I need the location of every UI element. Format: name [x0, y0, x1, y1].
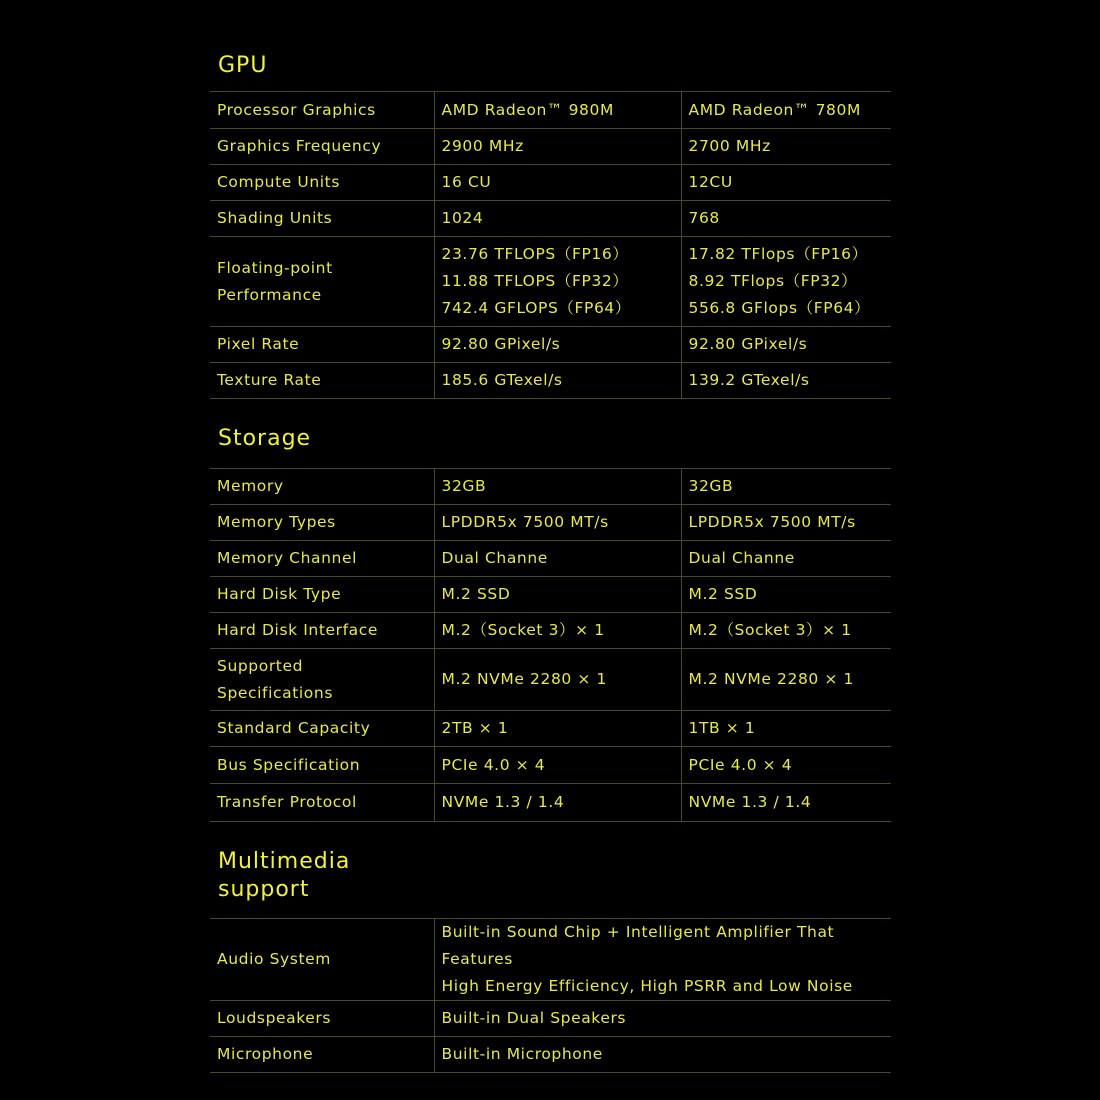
table-row: [210, 237, 891, 327]
storage-spec-table: [210, 468, 891, 822]
spec-value: 2700 MHz: [681, 129, 891, 165]
spec-value: Built-in Dual Speakers: [434, 1001, 891, 1037]
spec-value: AMD Radeon™ 980M: [434, 92, 681, 129]
spec-value: Dual Channe: [434, 541, 681, 577]
table-row: [210, 92, 891, 129]
spec-label: Compute Units: [210, 165, 434, 201]
spec-value: M.2 NVMe 2280 × 1: [681, 649, 891, 711]
spec-label: Memory: [210, 469, 434, 505]
spec-label: Audio System: [210, 919, 434, 1001]
spec-label: Loudspeakers: [210, 1001, 434, 1037]
table-row: [210, 327, 891, 363]
spec-value: 17.82 TFlops（FP16） 8.92 TFlops（FP32） 556.8 GFlops（FP64）: [681, 237, 891, 327]
table-row: [210, 649, 891, 711]
table-row: [210, 747, 891, 784]
spec-value: 185.6 GTexel/s: [434, 363, 681, 399]
table-row: [210, 165, 891, 201]
spec-value: 139.2 GTexel/s: [681, 363, 891, 399]
spec-value: 32GB: [434, 469, 681, 505]
table-row: [210, 577, 891, 613]
spec-label: Pixel Rate: [210, 327, 434, 363]
spec-label: Graphics Frequency: [210, 129, 434, 165]
spec-value: M.2（Socket 3）× 1: [681, 613, 891, 649]
multimedia-spec-table: [210, 918, 891, 1073]
spec-label: Microphone: [210, 1037, 434, 1073]
spec-value: 1024: [434, 201, 681, 237]
spec-value: 768: [681, 201, 891, 237]
spec-value: Dual Channe: [681, 541, 891, 577]
spec-value: 16 CU: [434, 165, 681, 201]
spec-value: M.2 SSD: [434, 577, 681, 613]
spec-value: NVMe 1.3 / 1.4: [434, 784, 681, 822]
spec-value: NVMe 1.3 / 1.4: [681, 784, 891, 822]
spec-label: Supported Specifications: [210, 649, 434, 711]
table-row: [210, 711, 891, 747]
gpu-spec-table: [210, 91, 891, 399]
table-row: [210, 363, 891, 399]
spec-value: 2TB × 1: [434, 711, 681, 747]
table-row: [210, 1001, 891, 1037]
table-row: [210, 541, 891, 577]
section-title-line: Multimedia: [218, 849, 351, 874]
section-title-storage: Storage: [218, 426, 312, 451]
spec-label: Standard Capacity: [210, 711, 434, 747]
spec-label: Processor Graphics: [210, 92, 434, 129]
spec-value: LPDDR5x 7500 MT/s: [434, 505, 681, 541]
spec-label: Transfer Protocol: [210, 784, 434, 822]
table-row: [210, 201, 891, 237]
spec-label: Memory Channel: [210, 541, 434, 577]
spec-value: 92.80 GPixel/s: [434, 327, 681, 363]
section-title-line: support: [218, 877, 310, 902]
spec-value: PCIe 4.0 × 4: [434, 747, 681, 784]
spec-value: 92.80 GPixel/s: [681, 327, 891, 363]
spec-value: Built-in Microphone: [434, 1037, 891, 1073]
table-row: [210, 1037, 891, 1073]
spec-label: Memory Types: [210, 505, 434, 541]
spec-label: Hard Disk Interface: [210, 613, 434, 649]
spec-value: AMD Radeon™ 780M: [681, 92, 891, 129]
spec-value: 1TB × 1: [681, 711, 891, 747]
table-row: [210, 613, 891, 649]
spec-value: PCIe 4.0 × 4: [681, 747, 891, 784]
spec-label: Shading Units: [210, 201, 434, 237]
section-title-gpu: GPU: [218, 53, 268, 78]
table-row: [210, 129, 891, 165]
table-row: [210, 469, 891, 505]
spec-value: LPDDR5x 7500 MT/s: [681, 505, 891, 541]
spec-label: Texture Rate: [210, 363, 434, 399]
spec-value: M.2（Socket 3）× 1: [434, 613, 681, 649]
spec-value: 23.76 TFLOPS（FP16） 11.88 TFLOPS（FP32） 742.4 GFLOPS（FP64）: [434, 237, 681, 327]
section-title-multimedia: [218, 848, 350, 904]
spec-value: 2900 MHz: [434, 129, 681, 165]
spec-value: 12CU: [681, 165, 891, 201]
spec-value: Built-in Sound Chip + Intelligent Amplifier That Features High Energy Efficiency, High PSRR and Low Noise: [434, 919, 891, 1001]
spec-label: Hard Disk Type: [210, 577, 434, 613]
spec-value: 32GB: [681, 469, 891, 505]
table-row: [210, 505, 891, 541]
spec-label: Bus Specification: [210, 747, 434, 784]
table-row: [210, 919, 891, 1001]
spec-value: M.2 SSD: [681, 577, 891, 613]
spec-value: M.2 NVMe 2280 × 1: [434, 649, 681, 711]
table-row: [210, 784, 891, 822]
spec-label: Floating-point Performance: [210, 237, 434, 327]
